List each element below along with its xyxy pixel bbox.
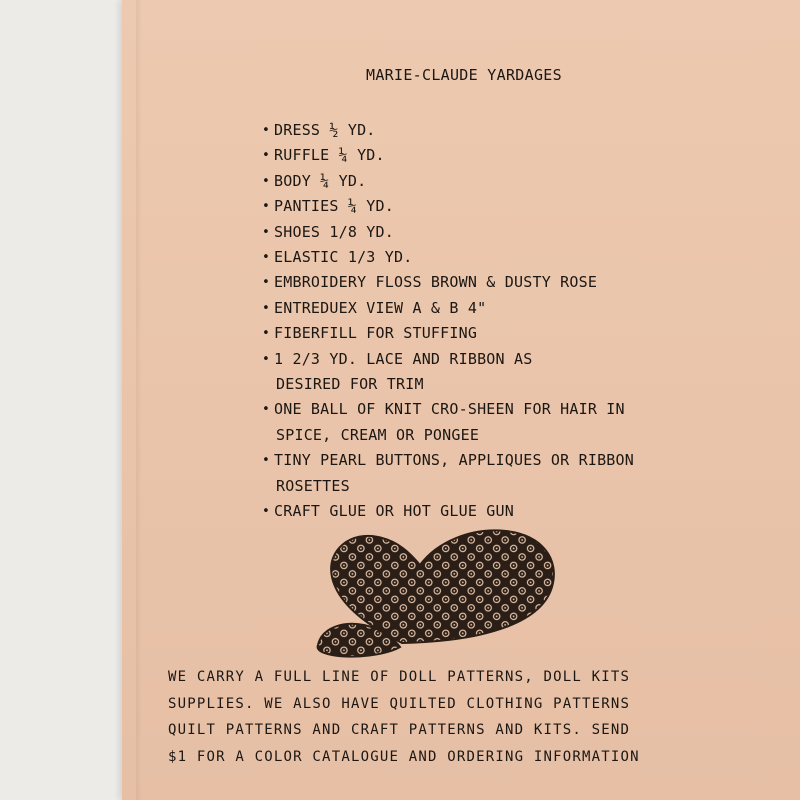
list-item xyxy=(262,143,800,168)
paper-fold-shadow xyxy=(136,0,142,800)
patterned-heart-icon xyxy=(310,523,566,663)
item-continuation: SPICE, CREAM OR PONGEE xyxy=(276,425,480,444)
bullet-dot-icon: • xyxy=(262,250,271,266)
item-text: TINY PEARL BUTTONS, APPLIQUES OR RIBBON xyxy=(274,451,634,470)
bullet-dot-icon: • xyxy=(262,275,271,291)
catalogue-notice xyxy=(168,664,800,770)
item-text: EMBROIDERY FLOSS BROWN & DUSTY ROSE xyxy=(274,273,598,292)
list-item xyxy=(262,169,800,194)
bullet-dot-icon: • xyxy=(262,123,271,138)
bullet-dot-icon: • xyxy=(262,351,271,367)
list-item xyxy=(262,499,800,524)
item-text: SHOES 1/8 YD. xyxy=(274,222,394,241)
list-item xyxy=(262,321,800,346)
bullet-dot-icon: • xyxy=(262,504,271,520)
list-item xyxy=(262,296,800,321)
bullet-dot-icon: • xyxy=(262,224,271,240)
list-item xyxy=(262,118,800,143)
page-title: MARIE-CLAUDE YARDAGES xyxy=(366,66,562,84)
footer-line: SUPPLIES. WE ALSO HAVE QUILTED CLOTHING PATTERNS xyxy=(168,695,631,712)
bullet-dot-icon: • xyxy=(262,148,271,164)
item-continuation: ROSETTES xyxy=(276,476,350,495)
item-text: RUFFLE ¼ YD. xyxy=(274,146,385,165)
list-item xyxy=(262,270,800,295)
bullet-dot-icon: • xyxy=(262,453,271,469)
list-item xyxy=(262,347,800,398)
list-item xyxy=(262,194,800,219)
item-continuation: DESIRED FOR TRIM xyxy=(276,375,424,394)
list-item xyxy=(262,448,800,499)
list-item xyxy=(262,220,800,245)
bullet-dot-icon: • xyxy=(262,173,271,189)
bullet-dot-icon: • xyxy=(262,300,271,316)
bullet-dot-icon: • xyxy=(262,199,271,215)
item-text: ENTREDUEX VIEW A & B 4" xyxy=(274,298,487,317)
bullet-dot-icon: • xyxy=(262,402,271,418)
item-text: ONE BALL OF KNIT CRO-SHEEN FOR HAIR IN xyxy=(274,400,625,419)
item-text: PANTIES ¼ YD. xyxy=(274,197,394,216)
list-item xyxy=(262,245,800,270)
item-text: CRAFT GLUE OR HOT GLUE GUN xyxy=(274,502,514,521)
footer-line: $1 FOR A COLOR CATALOGUE AND ORDERING INFORMATION xyxy=(168,748,640,765)
item-text: DRESS ½ YD. xyxy=(274,121,376,139)
item-text: FIBERFILL FOR STUFFING xyxy=(274,324,478,343)
item-text: BODY ¼ YD. xyxy=(274,171,367,190)
footer-line: QUILT PATTERNS AND CRAFT PATTERNS AND KITS. SEND xyxy=(168,722,631,738)
yardage-list xyxy=(262,118,800,525)
bullet-dot-icon: • xyxy=(262,326,271,342)
list-item xyxy=(262,397,800,448)
footer-line: WE CARRY A FULL LINE OF DOLL PATTERNS, DOLL KITS xyxy=(168,669,631,685)
item-text: 1 2/3 YD. LACE AND RIBBON AS xyxy=(274,349,533,368)
item-text: ELASTIC 1/3 YD. xyxy=(274,248,413,267)
